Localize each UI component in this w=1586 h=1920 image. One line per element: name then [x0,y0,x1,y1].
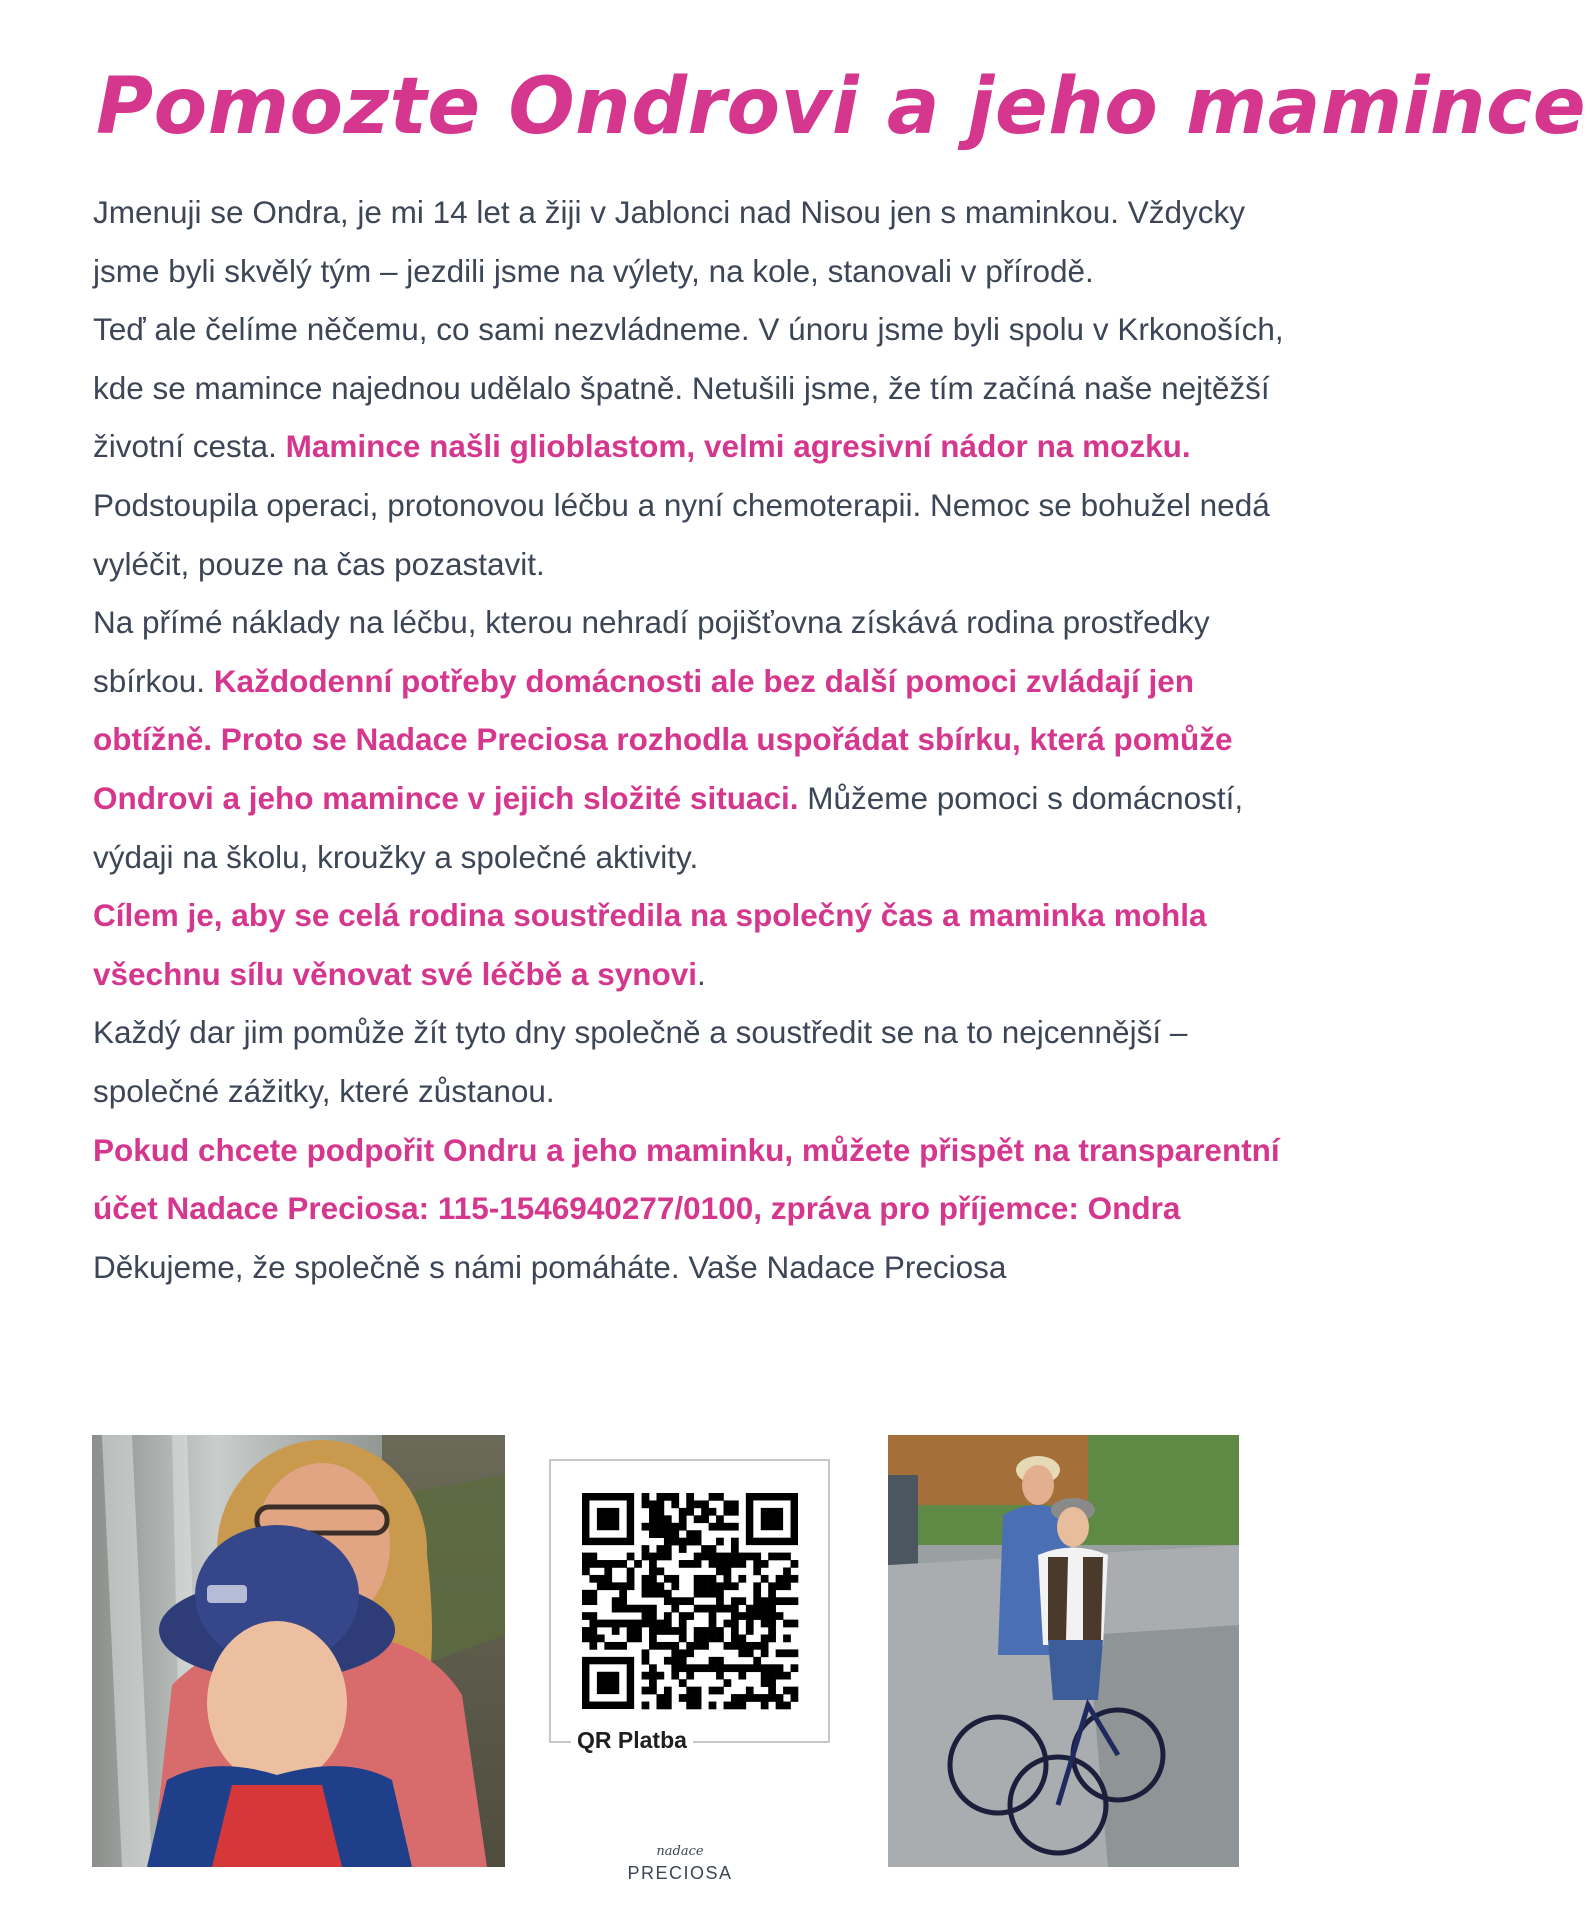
qr-code[interactable] [582,1493,798,1709]
intro-text: Jmenuji se Ondra, je mi 14 let a žiji v Jablonci nad Nisou jen s maminkou. Vždycky jsme byli skvělý tým – jezdili jsme na výlety, na kole, stanovali v přírodě. [93,194,1245,289]
gift-text: Každý dar jim pomůže žít tyto dny společně a soustředit se na to nejcennější – společné zážitky, které zůstanou. [93,1014,1188,1109]
fundraiser-text-start: Na přímé náklady na léčbu, kterou nehradí pojišťovna získává rodina prostředky sbírkou. [93,604,1210,699]
photo-mother-and-son [92,1435,505,1867]
photo-mother-and-son-image [92,1435,505,1867]
appeal-text [93,183,1288,1296]
logo-preciosa: PRECIOSA [627,1863,733,1883]
photo-cycling-image [888,1435,1239,1867]
goal-period: . [697,955,706,992]
fundraiser-highlight: Každodenní potřeby domácnosti ale bez další pomoci zvládají jen obtížně. Proto se Nadace Preciosa rozhodla uspořádat sbírku, která pomůže Ondrovi a jeho mamince v jejich složité situaci. [93,662,1233,816]
diagnosis-highlight: Mamince našli glioblastom, velmi agresivní nádor na mozku. [285,428,1191,465]
diagnosis-text-start: Teď ale čelíme něčemu, co sami nezvládneme. V únoru jsme byli spolu v Krkonoších, kde se mamince najednou udělalo špatně. Netušili jsme, že tím začíná naše nejtěžší životní cesta. [93,311,1284,465]
diagnosis-paragraph [93,300,1288,593]
diagnosis-text-end: Podstoupila operaci, protonovou léčbu a nyní chemoterapii. Nemoc se bohužel nedá vyléčit, pouze na čas pozastavit. [93,486,1270,582]
qr-caption: QR Platba [571,1725,693,1755]
qr-modules [582,1493,798,1709]
page-title: Pomozte Ondrovi a jeho mamince [96,62,1586,152]
thanks-text: Děkujeme, že společně s námi pomáháte. Vaše Nadace Preciosa [93,1248,1007,1285]
logo-nadace: nadace [656,1844,704,1859]
goal-paragraph [93,886,1288,1003]
goal-highlight: Cílem je, aby se celá rodina soustředila na společný čas a maminka mohla všechnu sílu věnovat své léčbě a synovi [93,897,1207,992]
fundraiser-text-end: Můžeme pomoci s domácností, výdaji na školu, kroužky a společné aktivity. [93,779,1244,875]
photo-cycling [888,1435,1239,1867]
intro-paragraph [93,183,1288,300]
gift-paragraph [93,1003,1288,1120]
donation-paragraph [93,1121,1288,1238]
donation-account-text: Pokud chcete podpořit Ondru a jeho maminku, můžete přispět na transparentní účet Nadace Preciosa: 115-1546940277/0100, zpráva pro příjemce: Ondra [93,1131,1280,1227]
fundraiser-paragraph [93,593,1288,886]
thanks-paragraph [93,1238,1288,1297]
